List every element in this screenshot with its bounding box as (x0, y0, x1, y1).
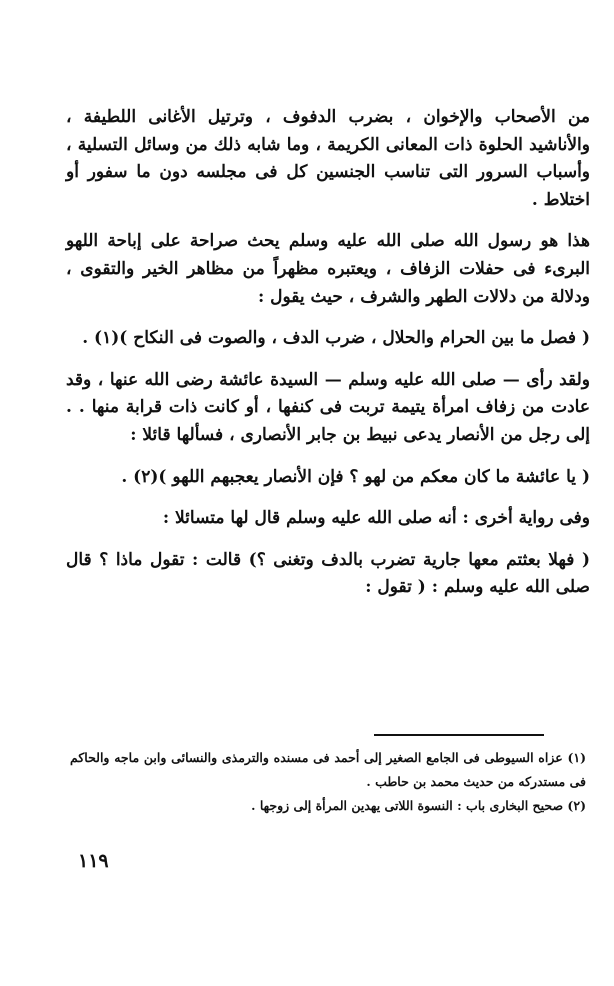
main-text (66, 104, 590, 616)
paragraph-2: هذا هو رسول الله صلى الله عليه وسلم يحث صراحة على إباحة اللهو البرىء فى حفلات الزفاف ، ويعتبره مظهراً من مظاهر الخير والتقوى ، ودلالة من دلالات الطهر والشرف ، حيث يقول : (66, 231, 590, 307)
footnotes (70, 746, 586, 818)
paragraph-1: من الأصحاب والإخوان ، بضرب الدفوف ، وترتيل الأغانى اللطيفة ، والأناشيد الحلوة ذات المعانى الكريمة ، وما شابه ذلك من وسائل التسلية ، وأسباب السرور التى تناسب الجنسين كل فى مجلسه دون ما سفور أو اختلاط . (66, 107, 590, 210)
paragraph-6: وفى رواية أخرى : أنه صلى الله عليه وسلم قال لها متسائلا : (162, 508, 590, 529)
paragraph-3-hadith-quote: ( فصل ما بين الحرام والحلال ، ضرب الدف ، والصوت فى النكاح )(١) . (82, 328, 590, 349)
paragraph-7-hadith-quote: ( فهلا بعثتم معها جارية تضرب بالدف وتغنى ؟) قالت : تقول ماذا ؟ قال صلى الله عليه وسلم : ( تقول : (66, 549, 590, 598)
paragraph-4: ولقد رأى — صلى الله عليه وسلم — السيدة عائشة رضى الله عنها ، وقد عادت من زفاف امرأة يتيمة تربت فى كنفها ، أو كانت ذات قرابة منها . . إلى رجل من الأنصار يدعى نبيط بن جابر الأنصارى ، فسألها قائلا : (66, 369, 590, 445)
paragraph-5-hadith-quote: ( يا عائشة ما كان معكم من لهو ؟ فإن الأنصار يعجبهم اللهو )(٢) . (121, 466, 590, 487)
footnote-divider (374, 734, 544, 736)
page-number: ١١٩ (78, 850, 109, 872)
footnote-1: (١) عزاه السيوطى فى الجامع الصغير إلى أحمد فى مسنده والترمذى والنسائى وابن ماجه والحاكم فى مستدركه من حديث محمد بن حاطب . (70, 750, 586, 789)
footnote-2: (٢) صحيح البخارى باب : النسوة اللاتى يهدين المرأة إلى زوجها . (251, 798, 586, 813)
